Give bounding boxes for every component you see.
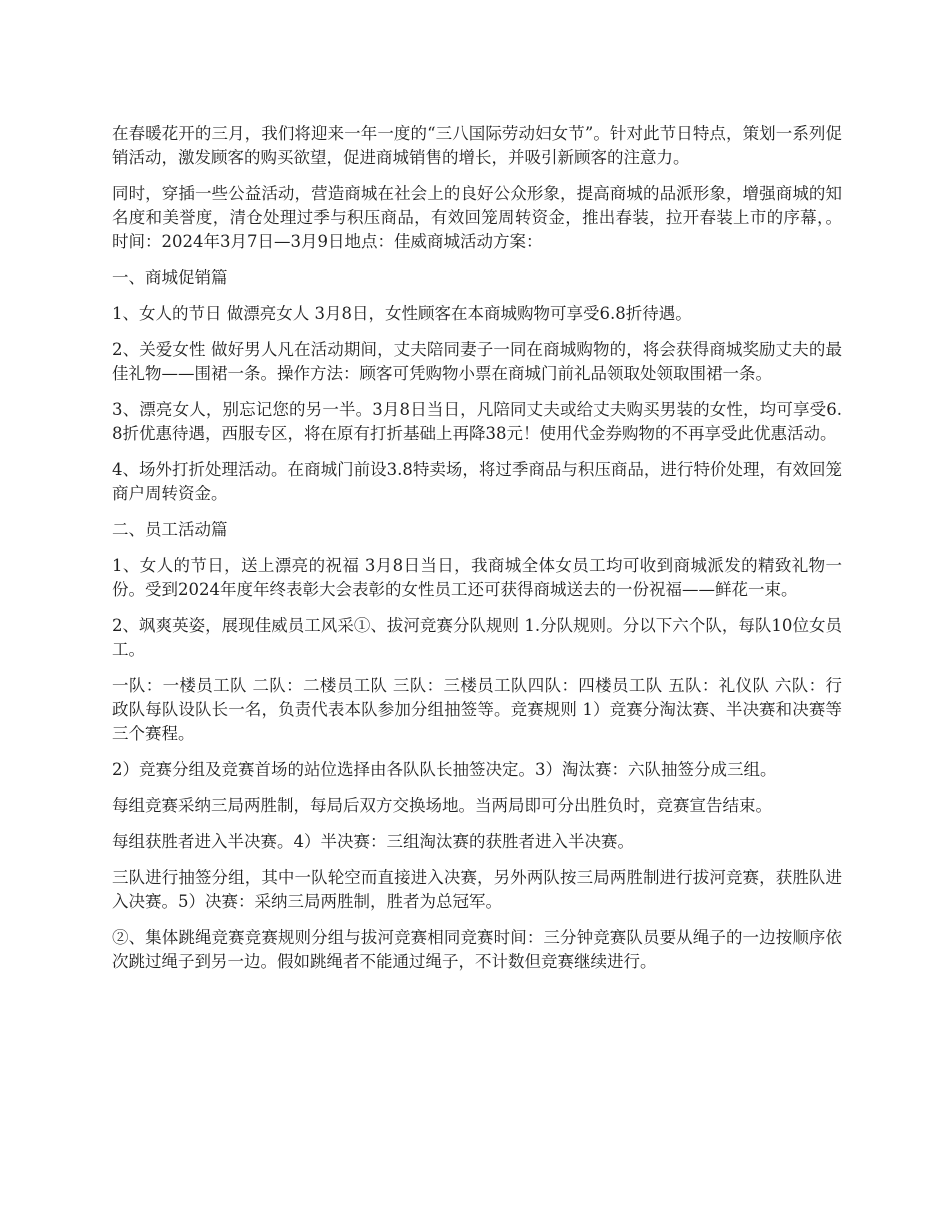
team-list-paragraph: 一队：一楼员工队 二队：二楼员工队 三队：三楼员工队四队：四楼员工队 五队：礼仪队 六队：行政队每队设队长一名，负责代表本队参加分组抽签等。竞赛规则 1）竞赛分淘汰赛、半决赛和决赛等三个赛程。 [112, 676, 842, 743]
section-heading-promotion: 一、商城促销篇 [112, 268, 228, 287]
rules-paragraph-1: 2）竞赛分组及竞赛首场的站位选择由各队队长抽签决定。3）淘汰赛：六队抽签分成三组。 [112, 760, 777, 779]
intro-paragraph: 在春暖花开的三月，我们将迎来一年一度的“三八国际劳动妇女节”。针对此节日特点，策划一系列促销活动，激发顾客的购买欲望，促进商城销售的增长，并吸引新顾客的注意力。 [112, 124, 842, 167]
background-paragraph: 同时，穿插一些公益活动，营造商城在社会上的良好公众形象，提高商城的品派形象，增强商城的知名度和美誉度，清仓处理过季与积压商品，有效回笼周转资金，推出春装，拉开春装上市的序幕，。时间：2024年3月7日—3月9日地点：佳威商城活动方案： [112, 184, 842, 251]
promotion-item-2: 2、关爱女性 做好男人凡在活动期间，丈夫陪同妻子一同在商城购物的，将会获得商城奖励丈夫的最佳礼物——围裙一条。操作方法：顾客可凭购物小票在商城门前礼品领取处领取围裙一条。 [112, 340, 842, 383]
rules-paragraph-4: 三队进行抽签分组，其中一队轮空而直接进入决赛，另外两队按三局两胜制进行拔河竞赛，获胜队进入决赛。5）决赛：采纳三局两胜制，胜者为总冠军。 [112, 868, 842, 911]
promotion-item-4: 4、场外打折处理活动。在商城门前设3.8特卖场，将过季商品与积压商品，进行特价处理，有效回笼商户周转资金。 [112, 460, 842, 503]
staff-item-1: 1、女人的节日，送上漂亮的祝福 3月8日当日，我商城全体女员工均可收到商城派发的精致礼物一份。受到2024年度年终表彰大会表彰的女性员工还可获得商城送去的一份祝福——鲜花一束。 [112, 556, 842, 599]
document-body [112, 122, 842, 986]
promotion-item-3: 3、漂亮女人，别忘记您的另一半。3月8日当日，凡陪同丈夫或给丈夫购买男装的女性，均可享受6.8折优惠待遇，西服专区，将在原有打折基础上再降38元！使用代金券购物的不再享受此优惠活动。 [112, 400, 842, 443]
rules-paragraph-2: 每组竞赛采纳三局两胜制，每局后双方交换场地。当两局即可分出胜负时，竞赛宣告结束。 [112, 796, 772, 815]
promotion-item-1: 1、女人的节日 做漂亮女人 3月8日，女性顾客在本商城购物可享受6.8折待遇。 [112, 304, 692, 323]
section-heading-staff: 二、员工活动篇 [112, 520, 228, 539]
staff-item-2: 2、飒爽英姿，展现佳威员工风采①、拔河竞赛分队规则 1.分队规则。分以下六个队，每队10位女员工。 [112, 616, 842, 659]
rules-paragraph-3: 每组获胜者进入半决赛。4）半决赛：三组淘汰赛的获胜者进入半决赛。 [112, 832, 634, 851]
jump-rope-paragraph: ②、集体跳绳竞赛竞赛规则分组与拔河竞赛相同竞赛时间：三分钟竞赛队员要从绳子的一边按顺序依次跳过绳子到另一边。假如跳绳者不能通过绳子，不计数但竞赛继续进行。 [112, 928, 842, 971]
